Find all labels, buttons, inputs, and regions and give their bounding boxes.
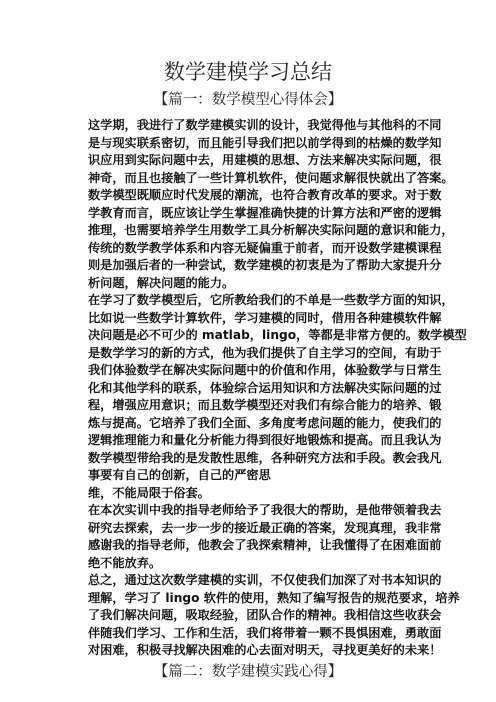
section-heading-2: 【篇二：数学建模实践心得】	[153, 664, 343, 680]
body-line: 炼与提高。它培养了我们全面、多角度考虑问题的能力，使我们的	[88, 415, 442, 430]
body-line: 推理，也需要培养学生用数学工具分析解决实际问题的意识和能力，	[88, 223, 454, 237]
body-line: 学教育而言，既应该让学生掌握准确快捷的计算方法和严密的逻辑	[88, 205, 442, 220]
body-line: 决问题是必不可少的 matlab，lingo，等都是非常方便的。数学模型	[88, 328, 467, 342]
body-line: 识应用到实际问题中去，用建模的思想、方法来解决实际问题，很	[88, 153, 442, 167]
body-line: 在本次实训中我的指导老师给予了我很大的帮助，是他带领着我去	[88, 503, 442, 517]
body-line: 比如说一些数学计算软件，学习建模的同时，借用各种建模软件解	[88, 310, 442, 325]
body-line: 理解，学习了 lingo 软件的使用，熟知了编写报告的规范要求，培养	[88, 590, 460, 605]
body-line: 这学期，我进行了数学建模实训的设计，我觉得他与其他科的不同	[88, 118, 442, 132]
body-line: 事要有自己的创新，自己的严密思	[88, 468, 271, 482]
body-line: 伴随我们学习、工作和生活，我们将带着一颗不畏惧困难，勇敢面	[88, 625, 442, 640]
body-line: 是与现实联系密切，而且能引导我们把以前学得到的枯燥的数学知	[88, 135, 442, 150]
body-line: 感谢我的指导老师，他教会了我探索精神，让我懂得了在困难面前	[88, 538, 442, 552]
body-line: 对困难，积极寻找解决困难的心去面对明天，寻找更美好的未来！	[88, 643, 442, 657]
document-title: 数学建模学习总结	[164, 60, 332, 84]
body-line: 神奇，而且也接触了一些计算机软件，使问题求解很快就出了答案。	[88, 170, 454, 185]
body-line: 数学模型既顺应时代发展的潮流，也符合教育改革的要求。对于数	[88, 188, 442, 202]
body-line: 是数学学习的新的方式，他为我们提供了自主学习的空间，有助于	[88, 345, 442, 360]
body-line: 研究去探索，去一步一步的接近最正确的答案，发现真理，我非常	[88, 520, 442, 535]
body-line: 逻辑推理能力和量化分析能力得到很好地锻炼和提高。而且我认为	[88, 433, 442, 447]
article-body	[88, 117, 467, 660]
body-line: 则是加强后者的一种尝试，数学建模的初衷是为了帮助大家提升分	[88, 258, 442, 272]
body-line: 绝不能放弃。	[88, 555, 162, 570]
section-heading-1: 【篇一：数学模型心得体会】	[153, 92, 343, 108]
body-line: 在学习了数学模型后，它所教给我们的不单是一些数学方面的知识，	[88, 293, 454, 307]
body-line: 我们体验数学在解决实际问题中的价值和作用，体验数学与日常生	[88, 363, 442, 377]
body-line: 维，不能局限于俗套。	[88, 485, 210, 500]
body-line: 程，增强应用意识；而且数学模型还对我们有综合能力的培养、锻	[88, 398, 442, 412]
body-line: 传统的数学教学体系和内容无疑偏重于前者，而开设数学建模课程	[88, 240, 442, 255]
body-line: 化和其他学科的联系，体验综合运用知识和方法解决实际问题的过	[88, 380, 442, 395]
body-line: 总之，通过这次数学建模的实训，不仅使我们加深了对书本知识的	[88, 573, 442, 587]
body-line: 了我们解决问题，吸取经验，团队合作的精神。我相信这些收获会	[88, 608, 442, 622]
body-line: 数学模型带给我的是发散性思维，各种研究方法和手段。教会我凡	[88, 450, 442, 465]
body-line: 析问题，解决问题的能力。	[88, 275, 235, 290]
